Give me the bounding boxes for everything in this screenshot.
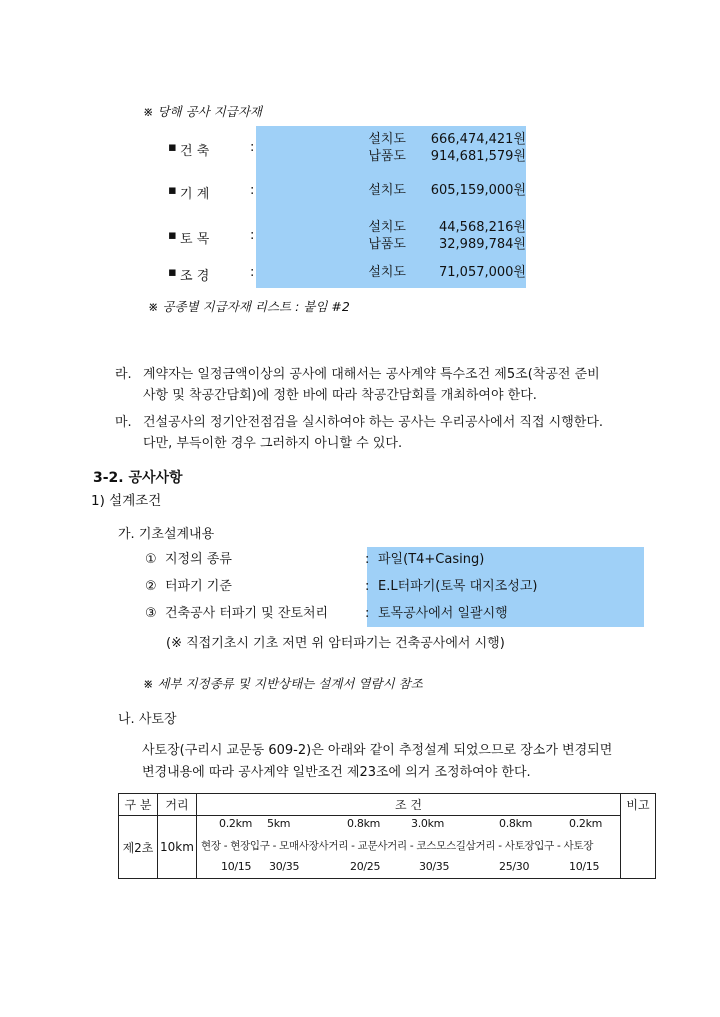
condition-number: ② — [145, 579, 157, 594]
material-name: 토 목 — [180, 232, 210, 247]
material-name: 조 경 — [180, 269, 210, 284]
disposal-site-table — [118, 793, 656, 879]
value-label: 설치도 — [368, 183, 406, 198]
segment-ratio: 10/15 — [221, 860, 252, 873]
row-category: 제2초 — [119, 816, 158, 879]
condition-value: 토목공사에서 일괄시행 — [378, 606, 508, 621]
value-label: 납품도 — [368, 149, 406, 164]
paragraph-marker: 마. — [115, 415, 132, 430]
disposal-site-text — [142, 740, 612, 784]
paragraph-line: 건설공사의 정기안전점검을 실시하여야 하는 공사는 우리공사에서 직접 시행한다. — [143, 415, 604, 430]
condition-label: 지정의 종류 — [165, 552, 232, 567]
segment-distance: 0.8km — [347, 817, 381, 830]
paragraph-marker: 라. — [115, 367, 132, 382]
header-distance: 거리 — [158, 794, 197, 816]
header-category: 구 분 — [119, 794, 158, 816]
colon: : — [250, 140, 255, 155]
colon: : — [365, 606, 370, 621]
condition-number: ③ — [145, 606, 157, 621]
value-amount: 44,568,216원 — [439, 220, 526, 235]
header-remark-label: 비고 — [626, 798, 650, 812]
header-remark — [621, 794, 656, 879]
route-path: 현장 - 현장입구 - 모매사장사거리 - 교문사거리 - 코스모스길삼거리 - 사토장입구 - 사토장 — [201, 840, 594, 852]
segment-ratio: 25/30 — [499, 860, 530, 873]
segment-distance: 0.2km — [219, 817, 253, 830]
condition-row-3 — [145, 602, 645, 626]
condition-value: 파일(T4+Casing) — [378, 552, 485, 567]
material-name: 건 축 — [180, 144, 210, 159]
paragraph-line: 다만, 부득이한 경우 그러하지 아니할 수 있다. — [143, 436, 403, 451]
bullet: ▪ — [168, 183, 177, 198]
materials-list-note: ※ 공종별 지급자재 리스트 : 붙임 #2 — [148, 299, 350, 314]
value-label: 설치도 — [368, 132, 406, 147]
paragraph-ra — [115, 364, 655, 406]
segment-distance: 3.0km — [411, 817, 445, 830]
material-values-mechanical — [256, 182, 526, 199]
condition-number: ① — [145, 552, 157, 567]
segment-distance: 5km — [267, 817, 291, 830]
material-values-landscape — [256, 264, 526, 281]
materials-note: ※ 당해 공사 지급자재 — [143, 104, 262, 119]
bullet: ▪ — [168, 228, 177, 243]
colon: : — [365, 579, 370, 594]
value-amount: 32,989,784원 — [439, 237, 526, 252]
value-amount: 914,681,579원 — [430, 149, 526, 164]
condition-label: 터파기 기준 — [165, 579, 232, 594]
row-route-cell — [197, 816, 621, 879]
value-amount: 666,474,421원 — [430, 132, 526, 147]
condition-label: 건축공사 터파기 및 잔토처리 — [165, 606, 329, 621]
section-title: 3-2. 공사사항 — [93, 470, 183, 486]
paragraph-line: 계약자는 일정금액이상의 공사에 대해서는 공사계약 특수조건 제5조(착공전 준비 — [143, 367, 600, 382]
paragraph-ma — [115, 412, 655, 454]
foundation-design-heading: 가. 기초설계내용 — [118, 527, 215, 542]
table-row — [119, 816, 656, 879]
condition-row-2 — [145, 575, 645, 599]
segment-distance: 0.2km — [569, 817, 603, 830]
route-diagram — [197, 816, 620, 878]
bullet: ▪ — [168, 265, 177, 280]
bullet: ▪ — [168, 140, 177, 155]
colon: : — [365, 552, 370, 567]
condition-value: E.L터파기(토목 대지조성고) — [378, 579, 538, 594]
material-name: 기 계 — [180, 187, 210, 202]
colon: : — [250, 228, 255, 243]
detail-note: ※ 세부 지정종류 및 지반상태는 설계서 열람시 참조 — [143, 676, 423, 691]
segment-ratio: 30/35 — [419, 860, 450, 873]
value-amount: 605,159,000원 — [430, 183, 526, 198]
disposal-site-heading: 나. 사토장 — [118, 712, 177, 727]
condition-row-1 — [145, 548, 645, 572]
row-distance: 10km — [158, 816, 197, 879]
paragraph-line: 사항 및 착공간담회)에 정한 바에 따라 착공간담회를 개최하여야 한다. — [143, 388, 537, 403]
condition-note: (※ 직접기초시 기초 저면 위 암터파기는 건축공사에서 시행) — [166, 636, 505, 651]
colon: : — [250, 265, 255, 280]
colon: : — [250, 183, 255, 198]
paragraph-line: 사토장(구리시 교문동 609-2)은 아래와 같이 추정설계 되었으므로 장소가 변경되면 — [142, 743, 613, 758]
segment-ratio: 30/35 — [269, 860, 300, 873]
material-values-civil — [256, 219, 526, 253]
paragraph-line: 변경내용에 따라 공사계약 일반조건 제23조에 의거 조정하여야 한다. — [142, 765, 531, 780]
section-subtitle: 1) 설계조건 — [91, 493, 162, 509]
table-header-row — [119, 794, 656, 816]
value-label: 납품도 — [368, 237, 406, 252]
value-amount: 71,057,000원 — [439, 265, 526, 280]
material-values-architecture — [256, 131, 526, 165]
value-label: 설치도 — [368, 220, 406, 235]
header-conditions: 조 건 — [197, 794, 621, 816]
value-label: 설치도 — [368, 265, 406, 280]
segment-ratio: 10/15 — [569, 860, 600, 873]
segment-distance: 0.8km — [499, 817, 533, 830]
segment-ratio: 20/25 — [350, 860, 381, 873]
